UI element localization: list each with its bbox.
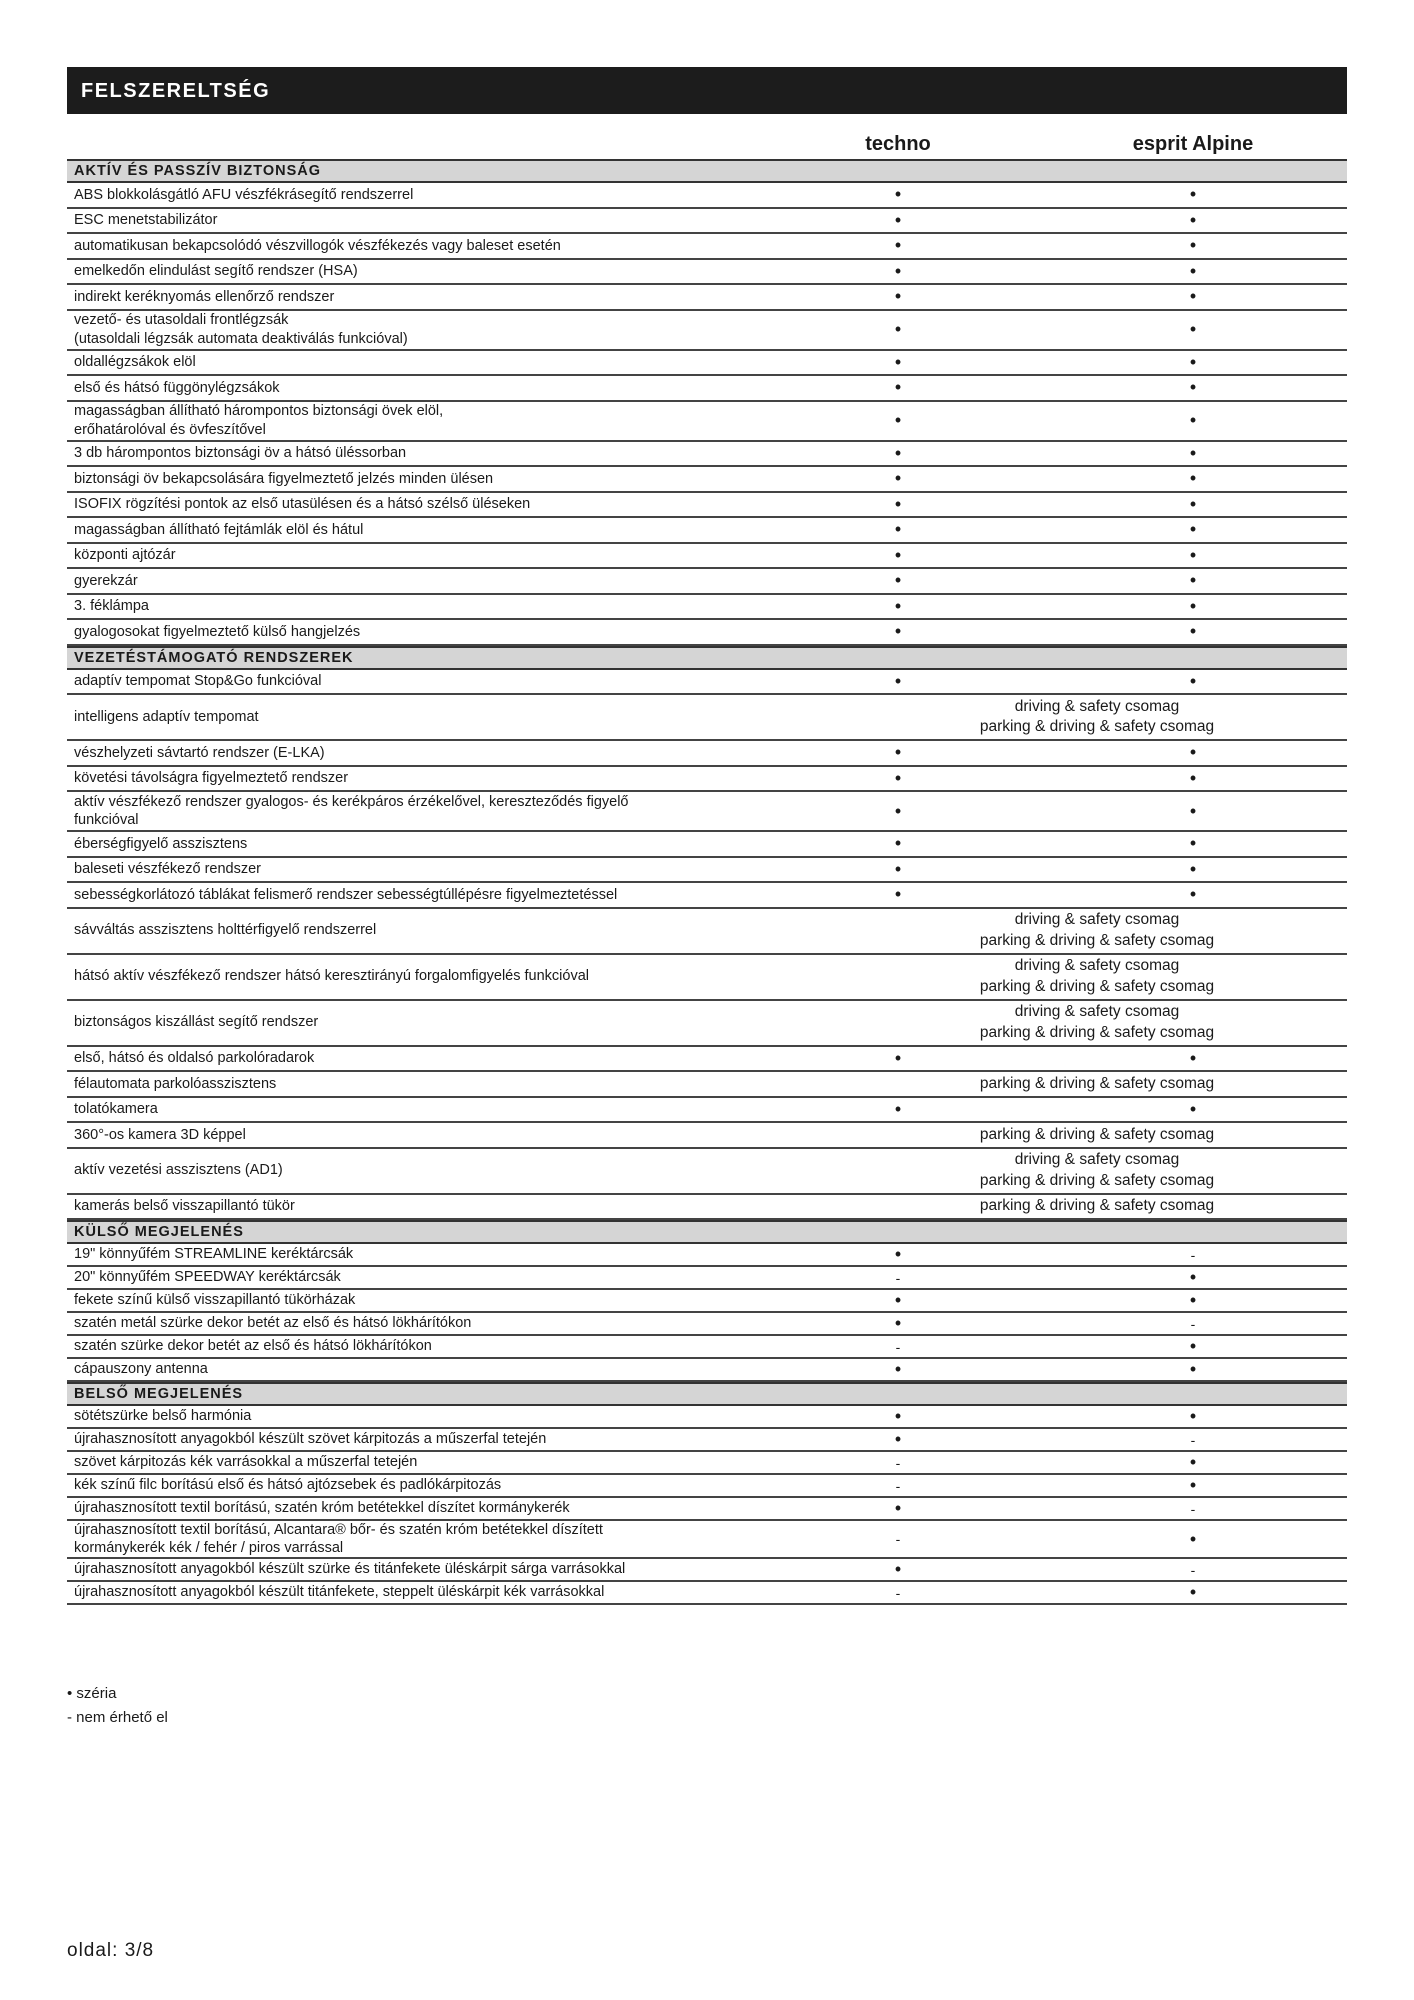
section-header: BELSŐ MEGJELENÉS — [67, 1382, 1347, 1406]
row-label: 19" könnyűfém STREAMLINE keréktárcsák — [74, 1246, 354, 1263]
table-row — [67, 832, 1347, 858]
availability-mark-alpine: • — [1189, 410, 1197, 430]
table-row — [67, 467, 1347, 493]
row-label: szövet kárpitozás kék varrásokkal a műszerfal tetején — [74, 1454, 418, 1471]
availability-mark-alpine: • — [1189, 493, 1197, 514]
availability-mark-alpine: • — [1189, 1582, 1197, 1602]
availability-mark-techno: • — [894, 800, 902, 821]
row-label: emelkedőn elindulást segítő rendszer (HSA) — [74, 263, 358, 280]
availability-mark-techno: • — [894, 544, 902, 565]
table-row — [67, 1072, 1347, 1098]
availability-mark-techno: • — [894, 1429, 902, 1449]
table-row — [67, 1582, 1347, 1605]
availability-mark-alpine: • — [1189, 1047, 1197, 1068]
availability-mark-alpine: • — [1189, 1359, 1197, 1379]
table-row — [67, 1313, 1347, 1336]
table-row — [67, 955, 1347, 1001]
row-label: ABS blokkolásgátló AFU vészfékrásegítő rendszerrel — [74, 186, 414, 203]
availability-mark-techno: • — [894, 742, 902, 763]
row-label: kamerás belső visszapillantó tükör — [74, 1198, 295, 1215]
package-availability — [897, 909, 1297, 953]
table-row — [67, 1475, 1347, 1498]
page-title: FELSZERELTSÉG — [81, 80, 271, 102]
row-label: ISOFIX rögzítési pontok az első utasülésen és a hátsó szélső üléseken — [74, 496, 531, 513]
row-label: aktív vészfékező rendszer gyalogos- és kerékpáros érzékelővel, kereszteződés figyelő funkcióval — [74, 793, 629, 828]
section-header: AKTÍV ÉS PASSZÍV BIZTONSÁG — [67, 159, 1347, 183]
availability-mark-techno: - — [895, 1454, 901, 1471]
table-row — [67, 741, 1347, 767]
table-row — [67, 670, 1347, 696]
availability-mark-alpine: - — [1190, 1561, 1196, 1578]
table-row — [67, 1406, 1347, 1429]
row-label: indirekt keréknyomás ellenőrző rendszer — [74, 288, 335, 305]
availability-mark-techno: • — [894, 1406, 902, 1426]
row-label: gyalogosokat figyelmeztető külső hangjelzés — [74, 623, 361, 640]
availability-mark-alpine: - — [1190, 1500, 1196, 1517]
package-name: parking & driving & safety csomag — [979, 1197, 1215, 1215]
availability-mark-techno: • — [894, 595, 902, 616]
availability-mark-alpine: • — [1189, 260, 1197, 281]
row-label: sötétszürke belső harmónia — [74, 1408, 252, 1425]
availability-mark-techno: • — [894, 670, 902, 691]
availability-mark-alpine: • — [1189, 1290, 1197, 1310]
availability-mark-alpine: • — [1189, 742, 1197, 763]
row-label: kék színű filc borítású első és hátsó ajtózsebek és padlókárpitozás — [74, 1477, 502, 1494]
table-row — [67, 1559, 1347, 1582]
package-name: driving & safety csomag — [1014, 697, 1180, 715]
table-row — [67, 544, 1347, 570]
table-row — [67, 1521, 1347, 1559]
availability-mark-techno: • — [894, 884, 902, 905]
availability-mark-techno: • — [894, 1559, 902, 1579]
table-row — [67, 376, 1347, 402]
row-label: szatén szürke dekor betét az első és hátsó lökhárítókon — [74, 1338, 432, 1355]
row-label: magasságban állítható hárompontos biztonsági övek elöl, erőhatárolóval és övfeszítővel — [74, 403, 444, 438]
row-label: újrahasznosított textil borítású, szatén króm betétekkel díszítet kormánykerék — [74, 1500, 570, 1517]
availability-mark-alpine: • — [1189, 1475, 1197, 1495]
availability-mark-alpine: - — [1190, 1246, 1196, 1263]
legend-not-available: - nem érhető el — [67, 1709, 168, 1726]
availability-mark-techno: • — [894, 235, 902, 256]
table-row — [67, 767, 1347, 793]
package-name: parking & driving & safety csomag — [979, 1171, 1215, 1189]
availability-mark-techno: • — [894, 351, 902, 372]
package-name: driving & safety csomag — [1014, 1003, 1180, 1021]
availability-mark-alpine: • — [1189, 670, 1197, 691]
availability-mark-techno: - — [895, 1477, 901, 1494]
row-label: 20" könnyűfém SPEEDWAY keréktárcsák — [74, 1269, 341, 1286]
availability-mark-alpine: • — [1189, 767, 1197, 788]
availability-mark-alpine: • — [1189, 595, 1197, 616]
table-row — [67, 569, 1347, 595]
availability-mark-alpine: - — [1190, 1315, 1196, 1332]
table-row — [67, 909, 1347, 955]
availability-mark-techno: • — [894, 858, 902, 879]
table-row — [67, 260, 1347, 286]
package-availability — [897, 955, 1297, 999]
row-label: hátsó aktív vészfékező rendszer hátsó keresztirányú forgalomfigyelés funkcióval — [74, 968, 589, 985]
table-row — [67, 1429, 1347, 1452]
table-row — [67, 1290, 1347, 1313]
availability-mark-techno: • — [894, 468, 902, 489]
package-name: parking & driving & safety csomag — [979, 718, 1215, 735]
availability-mark-techno: • — [894, 767, 902, 788]
availability-mark-alpine: • — [1189, 209, 1197, 230]
row-label: vészhelyzeti sávtartó rendszer (E-LKA) — [74, 744, 325, 761]
equipment-table — [67, 159, 1347, 1605]
availability-mark-alpine: • — [1189, 1336, 1197, 1356]
legend-standard: • széria — [67, 1685, 117, 1702]
table-row — [67, 1359, 1347, 1382]
section-header: VEZETÉSTÁMOGATÓ RENDSZEREK — [67, 646, 1347, 670]
table-row — [67, 1047, 1347, 1073]
package-availability — [897, 695, 1297, 739]
row-label: magasságban állítható fejtámlák elöl és hátul — [74, 521, 364, 538]
availability-mark-techno: • — [894, 286, 902, 307]
availability-mark-techno: • — [894, 410, 902, 430]
row-label: oldallégzsákok elöl — [74, 354, 196, 371]
availability-mark-techno: • — [894, 442, 902, 463]
package-name: parking & driving & safety csomag — [979, 1023, 1215, 1041]
row-label: 3 db hárompontos biztonsági öv a hátsó üléssorban — [74, 445, 407, 462]
row-label: biztonságos kiszállást segítő rendszer — [74, 1014, 319, 1031]
table-row — [67, 285, 1347, 311]
availability-mark-alpine: • — [1189, 468, 1197, 489]
table-row — [67, 1498, 1347, 1521]
column-headers — [67, 133, 1347, 159]
row-label: szatén metál szürke dekor betét az első és hátsó lökhárítókon — [74, 1315, 472, 1332]
availability-mark-techno: • — [894, 1244, 902, 1264]
availability-mark-techno: • — [894, 377, 902, 398]
package-name: parking & driving & safety csomag — [979, 977, 1215, 995]
availability-mark-techno: • — [894, 1290, 902, 1310]
row-label: 3. féklámpa — [74, 598, 149, 615]
availability-mark-techno: • — [894, 493, 902, 514]
availability-mark-techno: • — [894, 184, 902, 205]
row-label: első és hátsó függönylégzsákok — [74, 379, 280, 396]
package-availability — [897, 1149, 1297, 1193]
row-label: sávváltás asszisztens holttérfigyelő rendszerrel — [74, 922, 377, 939]
availability-mark-techno: - — [895, 1584, 901, 1601]
availability-mark-techno: - — [895, 1338, 901, 1355]
row-label: sebességkorlátozó táblákat felismerő rendszer sebességtúllépésre figyelmeztetéssel — [74, 886, 618, 903]
row-label: aktív vezetési asszisztens (AD1) — [74, 1162, 283, 1179]
availability-mark-techno: • — [894, 1098, 902, 1119]
availability-mark-alpine: • — [1189, 1452, 1197, 1472]
table-row — [67, 1267, 1347, 1290]
availability-mark-alpine: • — [1189, 442, 1197, 463]
row-label: újrahasznosított anyagokból készült titánfekete, steppelt üléskárpit kék varrásokkal — [74, 1584, 605, 1601]
availability-mark-techno: - — [895, 1531, 901, 1547]
row-label: első, hátsó és oldalsó parkolóradarok — [74, 1050, 315, 1067]
row-label: gyerekzár — [74, 572, 138, 589]
row-label: 360°-os kamera 3D képpel — [74, 1126, 246, 1143]
package-name: driving & safety csomag — [1014, 911, 1180, 929]
table-row — [67, 1149, 1347, 1195]
availability-mark-alpine: • — [1189, 1098, 1197, 1119]
availability-mark-alpine: • — [1189, 184, 1197, 205]
availability-mark-techno: • — [894, 260, 902, 281]
availability-mark-alpine: • — [1189, 1528, 1197, 1549]
availability-mark-techno: • — [894, 833, 902, 854]
table-row — [67, 234, 1347, 260]
table-row — [67, 1098, 1347, 1124]
row-label: éberségfigyelő asszisztens — [74, 835, 248, 852]
availability-mark-alpine: • — [1189, 800, 1197, 821]
row-label: félautomata parkolóasszisztens — [74, 1075, 277, 1092]
table-row — [67, 493, 1347, 519]
availability-mark-techno: - — [895, 1269, 901, 1286]
table-row — [67, 1244, 1347, 1267]
row-label: automatikusan bekapcsolódó vészvillogók vészfékezés vagy baleset esetén — [74, 237, 561, 254]
availability-mark-alpine: • — [1189, 319, 1197, 339]
row-label: intelligens adaptív tempomat — [74, 708, 259, 725]
availability-mark-alpine: • — [1189, 1267, 1197, 1287]
table-row — [67, 1336, 1347, 1359]
availability-mark-alpine: • — [1189, 351, 1197, 372]
row-label: adaptív tempomat Stop&Go funkcióval — [74, 673, 322, 690]
availability-mark-techno: • — [894, 570, 902, 591]
package-name: driving & safety csomag — [1014, 957, 1180, 975]
row-label: központi ajtózár — [74, 547, 176, 564]
availability-mark-alpine: • — [1189, 621, 1197, 642]
availability-mark-techno: • — [894, 1313, 902, 1333]
row-label: fekete színű külső visszapillantó tükörházak — [74, 1292, 356, 1309]
row-label: ESC menetstabilizátor — [74, 212, 218, 229]
package-name: driving & safety csomag — [1014, 1151, 1180, 1169]
row-label: újrahasznosított anyagokból készült szürke és titánfekete üléskárpit sárga varrásokkal — [74, 1561, 626, 1578]
page-title-banner — [67, 67, 1347, 114]
table-row — [67, 620, 1347, 646]
availability-mark-techno: • — [894, 209, 902, 230]
page-number: oldal: 3/8 — [67, 1940, 155, 1961]
row-label: újrahasznosított textil borítású, Alcantara® bőr- és szatén króm betétekkel díszített kormánykerék kék / fehér / piros varrással — [74, 1521, 603, 1556]
table-row — [67, 209, 1347, 235]
row-label: újrahasznosított anyagokból készült szövet kárpitozás a műszerfal tetején — [74, 1431, 547, 1448]
package-availability — [897, 1001, 1297, 1045]
availability-mark-techno: • — [894, 1498, 902, 1518]
row-label: baleseti vészfékező rendszer — [74, 861, 261, 878]
row-label: biztonsági öv bekapcsolására figyelmeztető jelzés minden ülésen — [74, 470, 494, 487]
table-row — [67, 595, 1347, 621]
availability-mark-techno: • — [894, 1359, 902, 1379]
row-label: vezető- és utasoldali frontlégzsák (utasoldali légzsák automata deaktiválás funkcióval) — [74, 312, 408, 347]
availability-mark-alpine: • — [1189, 884, 1197, 905]
row-label: cápauszony antenna — [74, 1361, 208, 1378]
table-row — [67, 858, 1347, 884]
availability-mark-techno: • — [894, 319, 902, 339]
table-row — [67, 442, 1347, 468]
availability-mark-alpine: • — [1189, 519, 1197, 540]
availability-mark-techno: • — [894, 1047, 902, 1068]
availability-mark-alpine: • — [1189, 286, 1197, 307]
table-row — [67, 1001, 1347, 1047]
row-label: tolatókamera — [74, 1101, 158, 1118]
table-row — [67, 792, 1347, 832]
package-name: parking & driving & safety csomag — [979, 931, 1215, 949]
package-name: parking & driving & safety csomag — [979, 1074, 1215, 1092]
legend — [67, 1682, 168, 1730]
table-row — [67, 311, 1347, 351]
section-header: KÜLSŐ MEGJELENÉS — [67, 1220, 1347, 1244]
column-header-esprit-alpine: esprit Alpine — [1132, 133, 1254, 155]
table-row — [67, 402, 1347, 442]
availability-mark-techno: • — [894, 621, 902, 642]
package-availability — [897, 1072, 1297, 1096]
row-label: követési távolságra figyelmeztető rendszer — [74, 770, 349, 787]
availability-mark-techno: • — [894, 519, 902, 540]
availability-mark-alpine: • — [1189, 377, 1197, 398]
table-row — [67, 1123, 1347, 1149]
table-row — [67, 695, 1347, 741]
column-header-techno: techno — [865, 133, 931, 155]
table-row — [67, 518, 1347, 544]
table-row — [67, 351, 1347, 377]
table-row — [67, 1452, 1347, 1475]
availability-mark-alpine: • — [1189, 544, 1197, 565]
availability-mark-alpine: • — [1189, 833, 1197, 854]
availability-mark-alpine: • — [1189, 1406, 1197, 1426]
availability-mark-alpine: • — [1189, 858, 1197, 879]
package-name: parking & driving & safety csomag — [979, 1125, 1215, 1143]
package-availability — [897, 1123, 1297, 1147]
availability-mark-alpine: • — [1189, 235, 1197, 256]
table-row — [67, 1195, 1347, 1221]
availability-mark-alpine: - — [1190, 1431, 1196, 1448]
package-availability — [897, 1195, 1297, 1219]
table-row — [67, 183, 1347, 209]
availability-mark-alpine: • — [1189, 570, 1197, 591]
table-row — [67, 883, 1347, 909]
